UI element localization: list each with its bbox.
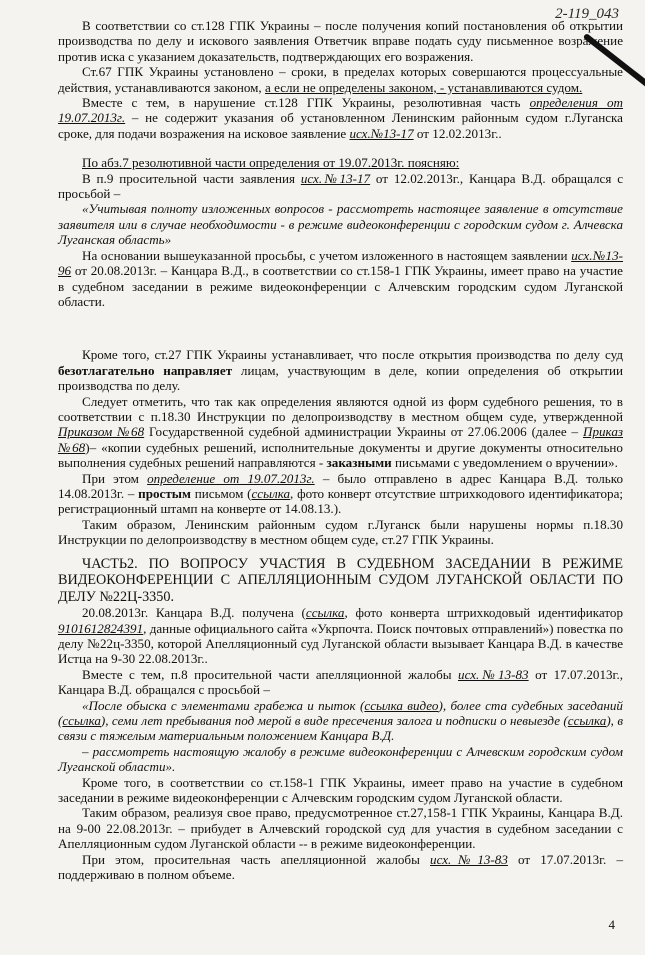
section-heading-part2: ЧАСТЬ2. ПО ВОПРОСУ УЧАСТИЯ В СУДЕБНОМ ЗАСЕДАНИИ В РЕЖИМЕ ВИДЕОКОНФЕРЕНЦИИ С АПЕЛЛЯЦИОННЫМ СУДОМ ЛУГАНСКОЙ ОБЛАСТИ ПО ДЕЛУ №22Ц-3350. bbox=[58, 555, 623, 605]
text: Следует отметить, что так как определения являются одной из форм судебного решения, то в соответствии с п.18.30 Инструкции по делопроизводству в местном общем суде, утвержденной bbox=[58, 393, 623, 424]
quote-2 bbox=[58, 698, 623, 744]
link-outgoing-13-17[interactable]: исх.№13-17 bbox=[300, 170, 371, 186]
text: – было отправлено в адрес Канцара В.Д. только 14.08.2013г. – bbox=[58, 470, 624, 501]
text: ), в связи с тяжелым материальным положением Канцара В.Д. bbox=[58, 712, 624, 744]
text: «После обыска с элементами грабежа и пыток ( bbox=[82, 697, 365, 713]
link-bail[interactable]: ссылка bbox=[567, 712, 607, 728]
document-body bbox=[58, 18, 623, 882]
text: При этом bbox=[82, 470, 148, 486]
text: )– «копии судебных решений, исполнительные документы и другие документы относительно выполнения судебных решений направляются - bbox=[58, 439, 623, 471]
paragraph-3 bbox=[58, 95, 623, 141]
bold-text: заказными bbox=[326, 455, 392, 471]
text: , фото конверт отсутствие штрихкодового идентификатора; регистрационный штамп на конверте от 14.08.13.). bbox=[58, 485, 624, 517]
paragraph-1: В соответствии со ст.128 ГПК Украины – после получения копий постановления об открытии производства по делу и искового заявления Ответчик вправе подать суду письменное возражение против иска с указанием доказательств, подтверждающих его возражения. bbox=[58, 18, 623, 64]
paragraph-8 bbox=[58, 394, 623, 471]
link-outgoing-13-83[interactable]: исх.№13-83 bbox=[458, 666, 529, 682]
paragraph-12 bbox=[58, 667, 623, 698]
link-order-68-short[interactable]: Приказ №68 bbox=[58, 424, 623, 455]
link-video[interactable]: ссылка видео bbox=[364, 697, 439, 713]
paragraph-2 bbox=[58, 64, 623, 95]
underlined-text: а если не определены законом, - устанавливаются судом. bbox=[264, 79, 583, 95]
link-outgoing-13-96[interactable]: исх.№13-96 bbox=[58, 247, 624, 279]
link-envelope[interactable]: ссылка bbox=[251, 485, 291, 501]
link-summons[interactable]: ссылка bbox=[305, 605, 345, 621]
link-order-68[interactable]: Приказом №68 bbox=[58, 424, 145, 440]
bold-text: простым bbox=[138, 485, 191, 501]
quote-3: – рассмотреть настоящую жалобу в режиме видеоконференции с Алчевским городским судом Луганской области». bbox=[58, 743, 623, 775]
text: от 12.02.2013г., Канцара В.Д. обращался с просьбой – bbox=[58, 170, 624, 202]
text: При этом, просительная часть апелляционной жалобы bbox=[82, 851, 431, 867]
text: письмом ( bbox=[190, 485, 252, 501]
text: лицам, участвующим в деле, копии определения об открытии производства по делу. bbox=[58, 362, 623, 394]
text: , данные официального сайта «Укрпочта. Поиск почтовых отправлений») повестка по делу №22ц-3350, которой Апелляционный суд Луганской области вызывает Канцара В.Д. в качестве Истца на 9-30 22.08.2013г.. bbox=[58, 620, 623, 667]
text: от 17.07.2013г., Канцара В.Д. обращался с просьбой – bbox=[58, 666, 623, 698]
link-hearings[interactable]: ссылка bbox=[62, 712, 101, 728]
document-id: 2-119_043 bbox=[555, 6, 619, 22]
section-heading-abz7 bbox=[58, 155, 623, 170]
paragraph-9 bbox=[58, 471, 623, 517]
link-outgoing-13-17[interactable]: исх.№13-17 bbox=[349, 125, 414, 141]
text: Вместе с тем, в нарушение ст.128 ГПК Украины, резолютивная часть bbox=[82, 95, 530, 111]
paragraph-7 bbox=[58, 347, 623, 393]
text: Ст.67 ГПК Украины установлено – сроки, в пределах которых совершаются процессуальные действия, устанавливаются законом, bbox=[58, 64, 623, 95]
text: Государственной судебной администрации Украины от 27.06.2006 (далее – bbox=[144, 424, 583, 440]
paragraph-4 bbox=[58, 171, 623, 202]
link-barcode[interactable]: 9101612824391 bbox=[58, 620, 144, 636]
text: письмами с уведомлением о вручении». bbox=[391, 455, 618, 471]
paragraph-17 bbox=[58, 852, 623, 883]
link-outgoing-13-83[interactable]: исх.№13-83 bbox=[430, 851, 508, 867]
paragraph-6 bbox=[58, 248, 623, 310]
text: На основании вышеуказанной просьбы, с учетом изложенного в настоящем заявлении bbox=[82, 247, 572, 263]
text: Вместе с тем, п.8 просительной части апелляционной жалобы bbox=[82, 666, 459, 682]
link-ruling[interactable]: определение от 19.07.2013г. bbox=[147, 470, 315, 486]
paragraph-15: Кроме того, в соответствии со ст.158-1 ГПК Украины, имеет право на участие в судебном заседании в режиме видеоконференции с Алчевским городским судом Луганской области. bbox=[58, 774, 623, 805]
text: от 12.02.2013г.. bbox=[413, 125, 502, 141]
text: ), более ста судебных заседаний ( bbox=[58, 697, 623, 728]
link-ruling[interactable]: определения от 19.07.2013г. bbox=[58, 95, 623, 126]
text: , фото конверта штрихкодовый идентификатор bbox=[344, 605, 623, 621]
paragraph-10: Таким образом, Ленинским районным судом г.Луганск были нарушены нормы п.18.30 Инструкции по делопроизводству в местном общем суде, ст.27 ГПК Украины. bbox=[58, 516, 623, 548]
text: Кроме того, ст.27 ГПК Украины устанавливает, что после открытия производства по делу суд bbox=[82, 347, 623, 363]
page-number: 4 bbox=[608, 917, 615, 932]
paragraph-16: Таким образом, реализуя свое право, предусмотренное ст.27,158-1 ГПК Украины, Канцара В.Д. на 9-00 22.08.2013г. – прибудет в Алчевский городской суд для участия в судебном заседании с Апелляционным судом Луганской области -- в режиме видеоконференции. bbox=[58, 805, 623, 852]
text: от 20.08.2013г. – Канцара В.Д., в соответствии со ст.158-1 ГПК Украины, имеет право на участие в судебном заседании в режиме видеоконференции с Алчевским городским судом Луганской области. bbox=[58, 263, 623, 309]
text: – не содержит указания об установленном Ленинским районным судом г.Луганска сроке, для подачи возражения на исковое заявление bbox=[58, 110, 623, 141]
text: ), семи лет пребывания под мерой в виде пресечения залога и подписки о невыезде ( bbox=[100, 712, 568, 728]
text: от 17.07.2013г. – поддерживаю в полном объеме. bbox=[58, 851, 623, 882]
quote-1: «Учитывая полноту изложенных вопросов - рассмотреть настоящее заявление в отсутствие заявителя или в случае необходимости - в режиме видеоконференции с городским судом г. Алчевска Луганская область» bbox=[58, 201, 623, 248]
paragraph-11 bbox=[58, 605, 623, 667]
text: 20.08.2013г. Канцара В.Д. получена ( bbox=[82, 605, 306, 621]
bold-text: безотлагательно направляет bbox=[58, 362, 233, 378]
heading-text: По абз.7 резолютивной части определения от 19.07.2013г. поясняю: bbox=[82, 155, 460, 171]
text: В п.9 просительной части заявления bbox=[82, 170, 301, 186]
